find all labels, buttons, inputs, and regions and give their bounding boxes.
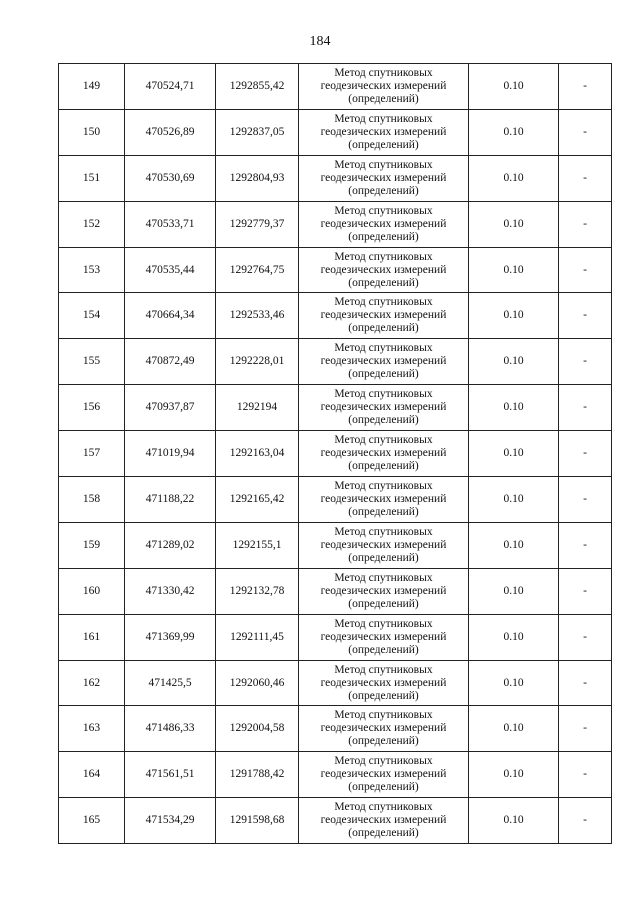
method-cell: Метод спутниковых геодезических измерений (определений) [299, 798, 469, 844]
dash-cell: - [559, 247, 612, 293]
point-number-cell: 149 [59, 64, 125, 110]
x-coordinate-cell: 470535,44 [125, 247, 216, 293]
table-row [59, 385, 612, 431]
table-row [59, 568, 612, 614]
point-number-cell: 151 [59, 155, 125, 201]
precision-cell: 0.10 [469, 752, 559, 798]
x-coordinate-cell: 471289,02 [125, 522, 216, 568]
dash-cell: - [559, 798, 612, 844]
method-cell: Метод спутниковых геодезических измерений (определений) [299, 155, 469, 201]
method-cell: Метод спутниковых геодезических измерений (определений) [299, 477, 469, 523]
point-number-cell: 152 [59, 201, 125, 247]
dash-cell: - [559, 614, 612, 660]
method-cell: Метод спутниковых геодезических измерений (определений) [299, 247, 469, 293]
x-coordinate-cell: 470530,69 [125, 155, 216, 201]
y-coordinate-cell: 1292165,42 [216, 477, 299, 523]
table-row [59, 706, 612, 752]
y-coordinate-cell: 1292855,42 [216, 64, 299, 110]
point-number-cell: 158 [59, 477, 125, 523]
x-coordinate-cell: 470524,71 [125, 64, 216, 110]
method-cell: Метод спутниковых геодезических измерений (определений) [299, 706, 469, 752]
table-row [59, 201, 612, 247]
y-coordinate-cell: 1292132,78 [216, 568, 299, 614]
point-number-cell: 156 [59, 385, 125, 431]
table-row [59, 293, 612, 339]
method-cell: Метод спутниковых геодезических измерений (определений) [299, 339, 469, 385]
point-number-cell: 164 [59, 752, 125, 798]
coordinates-table [58, 63, 612, 844]
table-row [59, 64, 612, 110]
y-coordinate-cell: 1292837,05 [216, 109, 299, 155]
method-cell: Метод спутниковых геодезических измерений (определений) [299, 660, 469, 706]
method-cell: Метод спутниковых геодезических измерений (определений) [299, 109, 469, 155]
point-number-cell: 163 [59, 706, 125, 752]
y-coordinate-cell: 1292060,46 [216, 660, 299, 706]
precision-cell: 0.10 [469, 477, 559, 523]
dash-cell: - [559, 339, 612, 385]
table-row [59, 660, 612, 706]
precision-cell: 0.10 [469, 706, 559, 752]
y-coordinate-cell: 1292533,46 [216, 293, 299, 339]
point-number-cell: 159 [59, 522, 125, 568]
precision-cell: 0.10 [469, 339, 559, 385]
precision-cell: 0.10 [469, 522, 559, 568]
point-number-cell: 160 [59, 568, 125, 614]
dash-cell: - [559, 155, 612, 201]
precision-cell: 0.10 [469, 293, 559, 339]
x-coordinate-cell: 471330,42 [125, 568, 216, 614]
table-row [59, 339, 612, 385]
precision-cell: 0.10 [469, 247, 559, 293]
precision-cell: 0.10 [469, 798, 559, 844]
x-coordinate-cell: 471486,33 [125, 706, 216, 752]
dash-cell: - [559, 201, 612, 247]
dash-cell: - [559, 752, 612, 798]
dash-cell: - [559, 706, 612, 752]
method-cell: Метод спутниковых геодезических измерений (определений) [299, 201, 469, 247]
precision-cell: 0.10 [469, 431, 559, 477]
table-row [59, 247, 612, 293]
x-coordinate-cell: 471425,5 [125, 660, 216, 706]
y-coordinate-cell: 1292804,93 [216, 155, 299, 201]
method-cell: Метод спутниковых геодезических измерений (определений) [299, 385, 469, 431]
x-coordinate-cell: 471369,99 [125, 614, 216, 660]
method-cell: Метод спутниковых геодезических измерений (определений) [299, 522, 469, 568]
method-cell: Метод спутниковых геодезических измерений (определений) [299, 293, 469, 339]
method-cell: Метод спутниковых геодезических измерений (определений) [299, 614, 469, 660]
dash-cell: - [559, 293, 612, 339]
y-coordinate-cell: 1292228,01 [216, 339, 299, 385]
point-number-cell: 161 [59, 614, 125, 660]
point-number-cell: 157 [59, 431, 125, 477]
y-coordinate-cell: 1292764,75 [216, 247, 299, 293]
point-number-cell: 155 [59, 339, 125, 385]
point-number-cell: 153 [59, 247, 125, 293]
precision-cell: 0.10 [469, 385, 559, 431]
page-number: 184 [309, 34, 331, 49]
x-coordinate-cell: 470937,87 [125, 385, 216, 431]
table-row [59, 798, 612, 844]
y-coordinate-cell: 1292194 [216, 385, 299, 431]
table-row [59, 752, 612, 798]
table-row [59, 431, 612, 477]
precision-cell: 0.10 [469, 109, 559, 155]
precision-cell: 0.10 [469, 155, 559, 201]
table-row [59, 477, 612, 523]
method-cell: Метод спутниковых геодезических измерений (определений) [299, 64, 469, 110]
y-coordinate-cell: 1292004,58 [216, 706, 299, 752]
point-number-cell: 154 [59, 293, 125, 339]
dash-cell: - [559, 522, 612, 568]
x-coordinate-cell: 470533,71 [125, 201, 216, 247]
x-coordinate-cell: 470872,49 [125, 339, 216, 385]
table-row [59, 614, 612, 660]
precision-cell: 0.10 [469, 568, 559, 614]
x-coordinate-cell: 471019,94 [125, 431, 216, 477]
method-cell: Метод спутниковых геодезических измерений (определений) [299, 568, 469, 614]
table-row [59, 155, 612, 201]
precision-cell: 0.10 [469, 201, 559, 247]
y-coordinate-cell: 1291598,68 [216, 798, 299, 844]
y-coordinate-cell: 1291788,42 [216, 752, 299, 798]
dash-cell: - [559, 660, 612, 706]
dash-cell: - [559, 431, 612, 477]
x-coordinate-cell: 471561,51 [125, 752, 216, 798]
precision-cell: 0.10 [469, 64, 559, 110]
table-row [59, 522, 612, 568]
point-number-cell: 165 [59, 798, 125, 844]
dash-cell: - [559, 109, 612, 155]
dash-cell: - [559, 477, 612, 523]
y-coordinate-cell: 1292155,1 [216, 522, 299, 568]
dash-cell: - [559, 385, 612, 431]
method-cell: Метод спутниковых геодезических измерений (определений) [299, 752, 469, 798]
x-coordinate-cell: 470526,89 [125, 109, 216, 155]
y-coordinate-cell: 1292111,45 [216, 614, 299, 660]
dash-cell: - [559, 568, 612, 614]
x-coordinate-cell: 471534,29 [125, 798, 216, 844]
method-cell: Метод спутниковых геодезических измерений (определений) [299, 431, 469, 477]
point-number-cell: 150 [59, 109, 125, 155]
y-coordinate-cell: 1292163,04 [216, 431, 299, 477]
precision-cell: 0.10 [469, 614, 559, 660]
dash-cell: - [559, 64, 612, 110]
table-row [59, 109, 612, 155]
y-coordinate-cell: 1292779,37 [216, 201, 299, 247]
precision-cell: 0.10 [469, 660, 559, 706]
x-coordinate-cell: 471188,22 [125, 477, 216, 523]
x-coordinate-cell: 470664,34 [125, 293, 216, 339]
point-number-cell: 162 [59, 660, 125, 706]
